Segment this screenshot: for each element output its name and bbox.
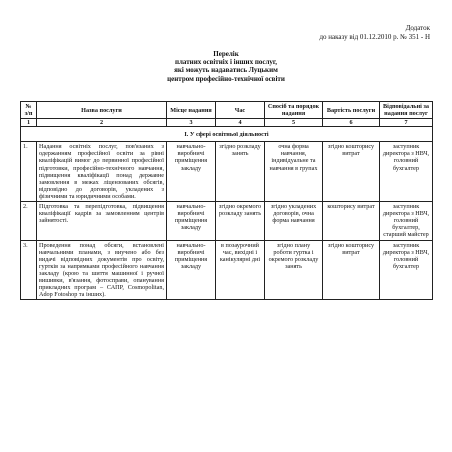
col-header-method: Спосіб та порядок надання bbox=[265, 102, 323, 119]
table-header-row bbox=[21, 102, 433, 119]
service-responsible: заступник директора з НВЧ, головний бухгалтер, старший майстер bbox=[380, 202, 433, 240]
service-method: очна форма навчання, індивідуальне та навчання в групах bbox=[265, 142, 323, 202]
col-header-cost: Вартість послуги bbox=[323, 102, 380, 119]
title-line-4: центром професійно-технічної освіти bbox=[167, 74, 285, 83]
row-number: 1. bbox=[21, 142, 37, 202]
service-name: Проведення понад обсяги, встановлені навчальними планами, з виучено або без видачі відповідних документів про освіту, гуртків за напрямками професійного навчання закладу (крою та шиття машинної і ручної вишивки, в'язання, фотосправи, опанування прикладних програм – САПР, Cosmopolitan, Adop Fotoshop та інших). bbox=[37, 240, 167, 300]
service-cost: кошторису витрат bbox=[323, 202, 380, 240]
service-time: згідно окремого розкладу занять bbox=[216, 202, 265, 240]
section-title: І. У сфері освітньої діяльності bbox=[21, 127, 433, 142]
col-number: 6 bbox=[323, 119, 380, 127]
service-responsible: заступник директора з НВЧ, головний бухгалтер bbox=[380, 240, 433, 300]
col-header-time: Час bbox=[216, 102, 265, 119]
column-number-row bbox=[21, 119, 433, 127]
row-number: 3. bbox=[21, 240, 37, 300]
col-number: 4 bbox=[216, 119, 265, 127]
appendix-header bbox=[319, 24, 430, 41]
service-name: Підготовка та перепідготовка, підвищення кваліфікації кадрів за замовленням центрів зайнятості. bbox=[37, 202, 167, 240]
service-method: згідно укладених договорів, очна форма навчання bbox=[265, 202, 323, 240]
title-line-2: платних освітніх і інших послуг, bbox=[174, 58, 278, 67]
col-number: 2 bbox=[37, 119, 167, 127]
col-header-place: Місце надання bbox=[167, 102, 216, 119]
section-row bbox=[21, 127, 433, 142]
service-place: навчально-виробничі приміщення закладу bbox=[167, 240, 216, 300]
service-name: Надання освітніх послуг, пов'язаних з одержанням професійної освіти за рівні кваліфікацій вимог до первинної професійної підготовки, професійно-технічного навчання, підвищення кваліфікації понад державне замовлення в межах ліцензованих обсягів, відповідно до договорів, укладених з фізичними та юридичними особами. bbox=[37, 142, 167, 202]
service-place: навчально-виробничі приміщення закладу bbox=[167, 202, 216, 240]
appendix-label: Додаток bbox=[405, 24, 430, 32]
order-reference: до наказу від 01.12.2010 р. № 351 - Н bbox=[319, 32, 430, 41]
services-table bbox=[20, 101, 433, 300]
col-number: 1 bbox=[21, 119, 37, 127]
service-time: згідно розкладу занять bbox=[216, 142, 265, 202]
service-responsible: заступник директора з НВЧ, головний бухгалтер bbox=[380, 142, 433, 202]
col-number: 3 bbox=[167, 119, 216, 127]
col-number: 7 bbox=[380, 119, 433, 127]
col-header-responsible: Відповідальні за надання послуг bbox=[380, 102, 433, 119]
service-cost: згідно кошторису витрат bbox=[323, 240, 380, 300]
col-header-number: № з/п bbox=[21, 102, 37, 119]
service-cost: згідно кошторису витрат bbox=[323, 142, 380, 202]
title-line-1: Перелік bbox=[213, 50, 239, 58]
title-line-3: які можуть надаватись Луцьким bbox=[174, 66, 278, 75]
row-number: 2. bbox=[21, 202, 37, 240]
document-title bbox=[0, 50, 452, 83]
table-row bbox=[21, 240, 433, 300]
service-method: згідно плану роботи гуртка і окремого розкладу занять bbox=[265, 240, 323, 300]
service-time: в позаурочний час, вихідні і канікулярні дні bbox=[216, 240, 265, 300]
table-row bbox=[21, 142, 433, 202]
col-number: 5 bbox=[265, 119, 323, 127]
table-row bbox=[21, 202, 433, 240]
col-header-service-name: Назва послуги bbox=[37, 102, 167, 119]
service-place: навчально-виробничі приміщення закладу bbox=[167, 142, 216, 202]
